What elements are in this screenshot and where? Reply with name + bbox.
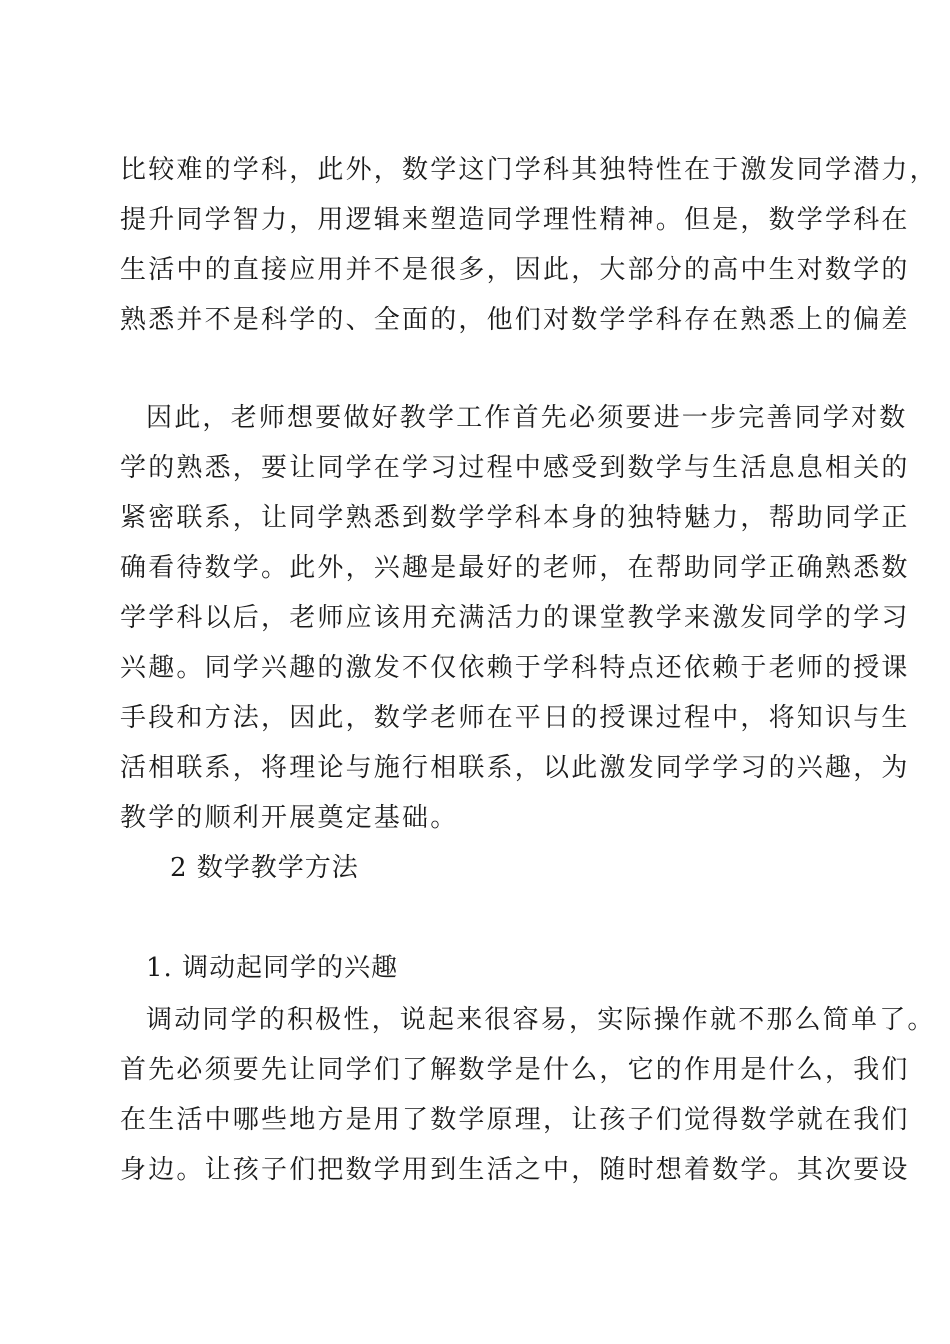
paragraph-1-line-3: 生活中的直接应用并不是很多，因此，大部分的高中生对数学的 (120, 255, 910, 285)
paragraph-1-line-4: 熟悉并不是科学的、全面的，他们对数学学科存在熟悉上的偏差 (120, 305, 910, 335)
paragraph-3-line-1: 调动同学的积极性，说起来很容易，实际操作就不那么简单了。 (146, 1005, 936, 1035)
paragraph-2-line-2: 学的熟悉，要让同学在学习过程中感受到数学与生活息息相关的 (120, 453, 910, 483)
subheading: 1. 调动起同学的兴趣 (146, 953, 399, 983)
paragraph-3-line-2: 首先必须要先让同学们了解数学是什么，它的作用是什么，我们 (120, 1055, 910, 1085)
paragraph-1-line-1: 比较难的学科，此外，数学这门学科其独特性在于激发同学潜力， (120, 155, 938, 185)
paragraph-3-line-4: 身边。让孩子们把数学用到生活之中，随时想着数学。其次要设 (120, 1155, 910, 1185)
paragraph-2-line-9: 教学的顺利开展奠定基础。 (120, 803, 459, 833)
paragraph-2-line-5: 学学科以后，老师应该用充满活力的课堂教学来激发同学的学习 (120, 603, 910, 633)
paragraph-2-line-3: 紧密联系，让同学熟悉到数学学科本身的独特魅力，帮助同学正 (120, 503, 910, 533)
paragraph-3-line-3: 在生活中哪些地方是用了数学原理，让孩子们觉得数学就在我们 (120, 1105, 910, 1135)
paragraph-2-line-7: 手段和方法，因此，数学老师在平日的授课过程中，将知识与生 (120, 703, 910, 733)
paragraph-2-line-4: 确看待数学。此外，兴趣是最好的老师，在帮助同学正确熟悉数 (120, 553, 910, 583)
paragraph-2-line-1: 因此，老师想要做好教学工作首先必须要进一步完善同学对数 (146, 403, 908, 433)
paragraph-2-line-6: 兴趣。同学兴趣的激发不仅依赖于学科特点还依赖于老师的授课 (120, 653, 910, 683)
section-heading: 2 数学教学方法 (170, 853, 359, 883)
paragraph-2-line-8: 活相联系，将理论与施行相联系，以此激发同学学习的兴趣，为 (120, 753, 910, 783)
paragraph-1-line-2: 提升同学智力，用逻辑来塑造同学理性精神。但是，数学学科在 (120, 205, 910, 235)
